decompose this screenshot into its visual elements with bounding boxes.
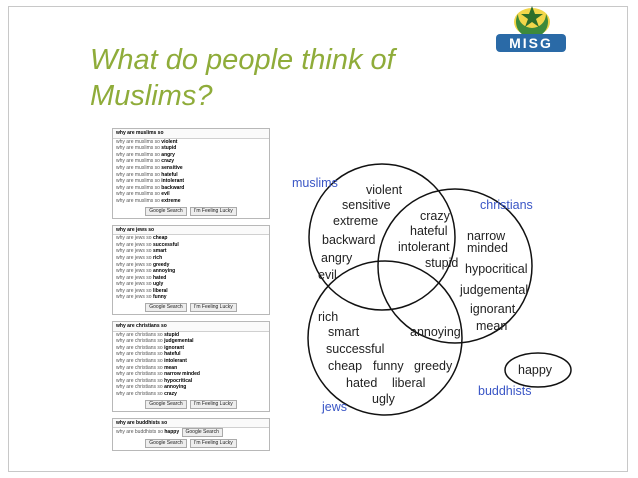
search-query[interactable]: why are jews so (113, 226, 269, 236)
google-search-button[interactable]: Google Search (145, 207, 186, 216)
word-mean: mean (476, 319, 508, 333)
word-angry: angry (321, 251, 353, 265)
word-ugly: ugly (372, 392, 395, 406)
suggestion[interactable]: why are christians so ignorant (116, 344, 185, 351)
label-jews: jews (322, 400, 348, 414)
word-sensitive: sensitive (342, 198, 391, 212)
word-smart: smart (328, 325, 360, 339)
word-extreme: extreme (333, 214, 379, 228)
logo-text: MISG (496, 34, 566, 52)
word-crazy: crazy (420, 209, 450, 223)
word-happy: happy (518, 363, 553, 377)
suggestion[interactable]: why are jews so rich (116, 254, 163, 261)
search-query[interactable]: why are buddhists so (113, 419, 269, 429)
label-muslims: muslims (292, 176, 338, 190)
suggestion[interactable]: why are muslims so angry (116, 151, 175, 158)
suggestion[interactable]: why are christians so judgemental (116, 338, 194, 345)
feeling-lucky-button[interactable]: I'm Feeling Lucky (190, 207, 237, 216)
suggestion[interactable]: why are muslims so hateful (116, 171, 178, 178)
suggestion[interactable]: why are christians so annoying (116, 384, 187, 391)
suggestion[interactable]: why are jews so cheap (116, 235, 168, 242)
suggestion[interactable]: why are christians so stupid (116, 331, 180, 338)
feeling-lucky-button[interactable]: I'm Feeling Lucky (190, 439, 237, 448)
suggestion[interactable]: why are jews so greedy (116, 261, 170, 268)
suggestion[interactable]: why are christians so narrow minded (116, 371, 200, 378)
google-search-button[interactable]: Google Search (145, 439, 186, 448)
suggestion[interactable]: why are muslims so evil (116, 191, 170, 198)
feeling-lucky-button[interactable]: I'm Feeling Lucky (190, 400, 237, 409)
word-hypocritical: hypocritical (465, 262, 528, 276)
word-successful: successful (326, 342, 385, 356)
suggestion[interactable]: why are jews so ugly (116, 281, 164, 288)
word-hated: hated (346, 376, 378, 390)
search-query[interactable]: why are christians so (113, 322, 269, 332)
feeling-lucky-button[interactable]: I'm Feeling Lucky (190, 303, 237, 312)
suggestion[interactable]: why are muslims so backward (116, 184, 185, 191)
word-annoying: annoying (410, 325, 461, 339)
inline-search-button[interactable]: Google Search (182, 428, 223, 437)
word-rich: rich (318, 310, 339, 324)
word-ignorant: ignorant (470, 302, 516, 316)
suggestion[interactable]: why are muslims so extreme (116, 197, 181, 204)
word-funny: funny (373, 359, 404, 373)
suggestion[interactable]: why are christians so intolerant (116, 358, 187, 365)
suggestion[interactable]: why are jews so hated (116, 274, 167, 281)
suggestion[interactable]: why are muslims so sensitive (116, 164, 183, 171)
word-narrow: narrow (467, 229, 506, 243)
suggestion[interactable]: why are muslims so crazy (116, 158, 175, 165)
word-hateful: hateful (410, 224, 448, 238)
slide-title: What do people think of Muslims? (90, 44, 395, 112)
word-intolerant: intolerant (398, 240, 450, 254)
word-liberal: liberal (392, 376, 426, 390)
suggestion[interactable]: why are christians so hateful (116, 351, 181, 358)
suggestion[interactable]: why are jews so funny (116, 294, 167, 301)
suggestion[interactable]: why are jews so successful (116, 241, 179, 248)
suggestion[interactable]: why are christians so hypocritical (116, 377, 193, 384)
word-violent: violent (366, 183, 403, 197)
suggestion[interactable]: why are muslims so violent (116, 138, 178, 145)
suggestion[interactable]: why are jews so smart (116, 248, 167, 255)
suggestion[interactable]: why are muslims so intolerant (116, 178, 185, 185)
google-search-button[interactable]: Google Search (145, 303, 186, 312)
word-stupid: stupid (425, 256, 459, 270)
suggestion[interactable]: why are jews so annoying (116, 268, 176, 275)
label-christians: christians (480, 198, 533, 212)
suggestion[interactable]: why are christians so crazy (116, 391, 177, 397)
word-cheap: cheap (328, 359, 363, 373)
suggestion[interactable]: why are jews so liberal (116, 287, 168, 294)
word-evil: evil (318, 268, 337, 282)
google-search-button[interactable]: Google Search (145, 400, 186, 409)
word-minded: minded (467, 241, 508, 255)
word-backward: backward (322, 233, 376, 247)
search-query[interactable]: why are muslims so (113, 129, 269, 139)
word-judgemental: judgemental (460, 283, 529, 297)
word-greedy: greedy (414, 359, 453, 373)
suggestion[interactable]: why are buddhists so happy Google Search (113, 428, 269, 437)
label-buddhists: buddhists (478, 384, 532, 398)
suggestion[interactable]: why are christians so mean (116, 364, 178, 371)
suggestion[interactable]: why are muslims so stupid (116, 145, 177, 152)
